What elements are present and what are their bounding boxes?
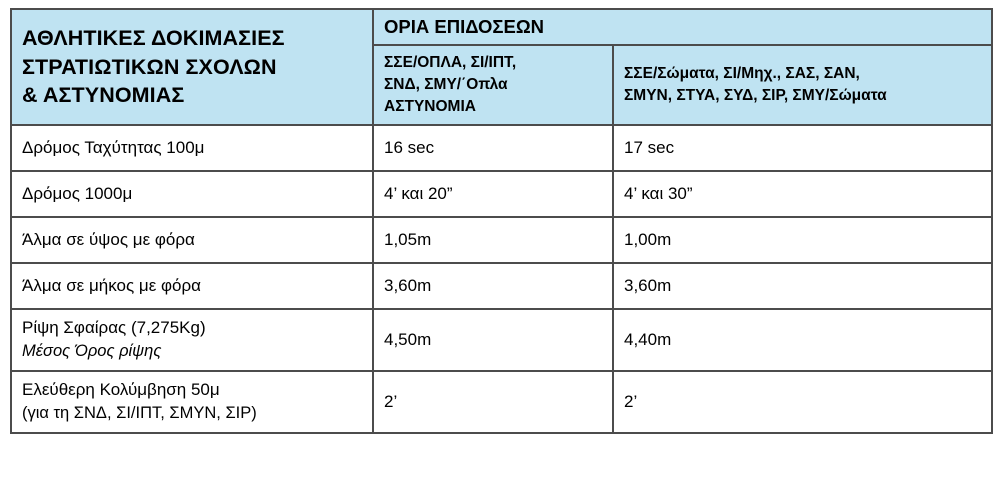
group-header-performance-limits: ΟΡΙΑ ΕΠΙΔΟΣΕΩΝ xyxy=(373,9,992,45)
table-main-title xyxy=(11,9,373,125)
athletic-limits-table xyxy=(10,8,993,434)
event-name: Άλμα σε ύψος με φόρα xyxy=(11,217,373,263)
limit-group-b: 4’ και 20” xyxy=(373,171,613,217)
limit-group-c: 3,60m xyxy=(613,263,992,309)
limit-group-b: 3,60m xyxy=(373,263,613,309)
limit-group-c: 4’ και 30” xyxy=(613,171,992,217)
main-title-line-1: ΑΘΛΗΤΙΚΕΣ ΔΟΚΙΜΑΣΙΕΣ xyxy=(22,26,285,51)
limit-group-b: 16 sec xyxy=(373,125,613,171)
event-name: Άλμα σε μήκος με φόρα xyxy=(11,263,373,309)
limit-group-c: 17 sec xyxy=(613,125,992,171)
limit-group-b: 1,05m xyxy=(373,217,613,263)
event-name-main: Ελεύθερη Κολύμβηση 50μ xyxy=(22,380,220,400)
table-row xyxy=(11,171,992,217)
event-name: Δρόμος 1000μ xyxy=(11,171,373,217)
event-name: Δρόμος Ταχύτητας 100μ xyxy=(11,125,373,171)
event-name-note: Μέσος Όρος ρίψης xyxy=(22,342,162,361)
event-name-main: Ρίψη Σφαίρας (7,275Kg) xyxy=(22,318,206,338)
limit-group-c: 1,00m xyxy=(613,217,992,263)
event-name xyxy=(11,371,373,433)
limit-group-c: 2’ xyxy=(613,371,992,433)
column-header-group-c-line-2: ΣΜΥΝ, ΣΤΥΑ, ΣΥΔ, ΣΙΡ, ΣΜΥ/Σώματα xyxy=(624,87,887,104)
column-header-group-b-line-2: ΣΝΔ, ΣΜΥ/΄Οπλα xyxy=(384,76,508,93)
column-header-group-b xyxy=(373,45,613,125)
limit-group-b: 4,50m xyxy=(373,309,613,371)
column-header-group-c-line-1: ΣΣΕ/Σώματα, ΣΙ/Μηχ., ΣΑΣ, ΣΑΝ, xyxy=(624,65,860,82)
column-header-group-b-line-3: ΑΣΤΥΝΟΜΙΑ xyxy=(384,98,476,115)
limit-group-b: 2’ xyxy=(373,371,613,433)
limit-group-c: 4,40m xyxy=(613,309,992,371)
main-title-line-2: ΣΤΡΑΤΙΩΤΙΚΩΝ ΣΧΟΛΩΝ xyxy=(22,54,277,79)
table-row xyxy=(11,371,992,433)
table-header-row-top xyxy=(11,9,992,45)
event-name xyxy=(11,309,373,371)
main-title-line-3: & ΑΣΤΥΝΟΜΙΑΣ xyxy=(22,83,185,108)
column-header-group-c xyxy=(613,45,992,125)
table-row xyxy=(11,125,992,171)
column-header-group-b-line-1: ΣΣΕ/ΟΠΛΑ, ΣΙ/ΙΠΤ, xyxy=(384,54,517,71)
table-row xyxy=(11,309,992,371)
table-row xyxy=(11,217,992,263)
event-name-note: (για τη ΣΝΔ, ΣΙ/ΙΠΤ, ΣΜΥΝ, ΣΙΡ) xyxy=(22,404,257,423)
table-row xyxy=(11,263,992,309)
